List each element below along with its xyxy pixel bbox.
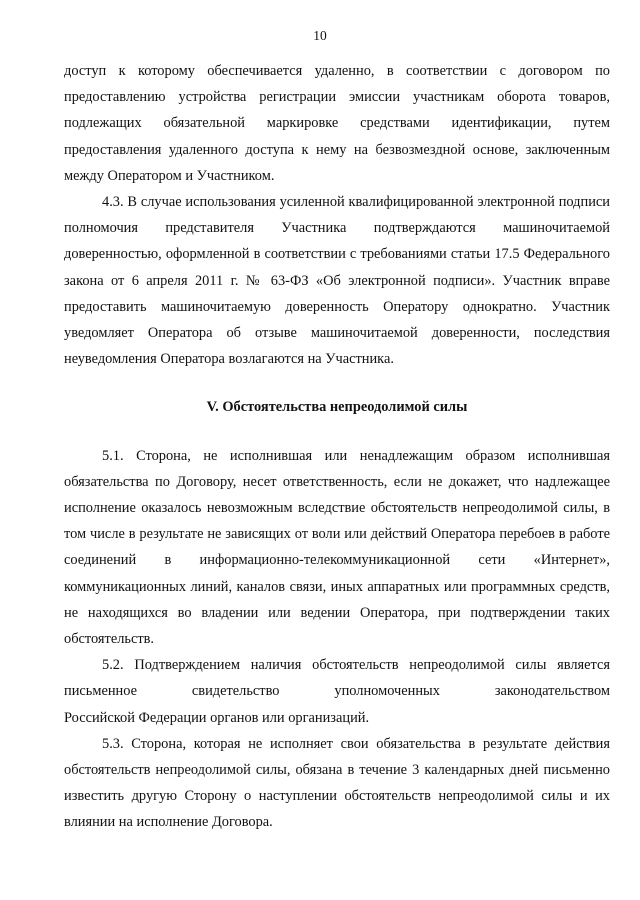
paragraph-5-2 xyxy=(64,652,610,731)
paragraph-access-continuation: доступ к которому обеспечивается удаленно, в соответствии с договором по предоставлению устройства регистрации эмиссии участникам оборота товаров, подлежащих обязательной маркировке средствами идентификации, путем предоставления удаленного доступа к нему на безвозмездной основе, заключенным между Оператором и Участником. xyxy=(64,63,610,184)
paragraph-5-2-line-1: 5.2. Подтверждением наличия обстоятельств непреодолимой силы является xyxy=(102,657,610,674)
page-number: 10 xyxy=(313,28,327,43)
paragraph-4-3: 4.3. В случае использования усиленной квалифицированной электронной подписи полномочия представителя Участника подтверждаются машиночитаемой доверенностью, оформленной в соответствии с требованиями статьи 17.5 Федерального закона от 6 апреля 2011 г. № 63-ФЗ «Об электронной подписи». Участник вправе предоставить машиночитаемую доверенность Оператору однократно. Участник уведомляет Оператора об отзыве машиночитаемой доверенности, последствия неуведомления Оператора возлагаются на Участника. xyxy=(64,194,610,368)
section-heading-force-majeure: V. Обстоятельства непреодолимой силы xyxy=(206,399,468,416)
paragraph-5-2-line-3: Российской Федерации органов или организаций. xyxy=(64,709,370,726)
paragraph-5-1: 5.1. Сторона, не исполнившая или ненадлежащим образом исполнившая обязательства по Договору, несет ответственность, если не докажет, что надлежащее исполнение оказалось невозможным вследствие обстоятельств непреодолимой силы, в том числе в результате не зависящих от воли или действий Оператора перебоев в работе соединений в информационно-телекоммуникационной сети «Интернет», коммуникационных линий, каналов связи, иных аппаратных или программных средств, не находящихся во владении или ведении Оператора, при подтверждении таких обстоятельств. xyxy=(64,447,610,648)
document-body xyxy=(64,58,610,836)
paragraph-5-3: 5.3. Сторона, которая не исполняет свои обязательства в результате действия обстоятельств непреодолимой силы, обязана в течение 3 календарных дней письменно известить другую Сторону о наступлении обстоятельств непреодолимой силы и их влиянии на исполнение Договора. xyxy=(64,735,610,831)
paragraph-5-2-line-2: письменное свидетельство уполномоченных законодательством xyxy=(64,683,610,700)
